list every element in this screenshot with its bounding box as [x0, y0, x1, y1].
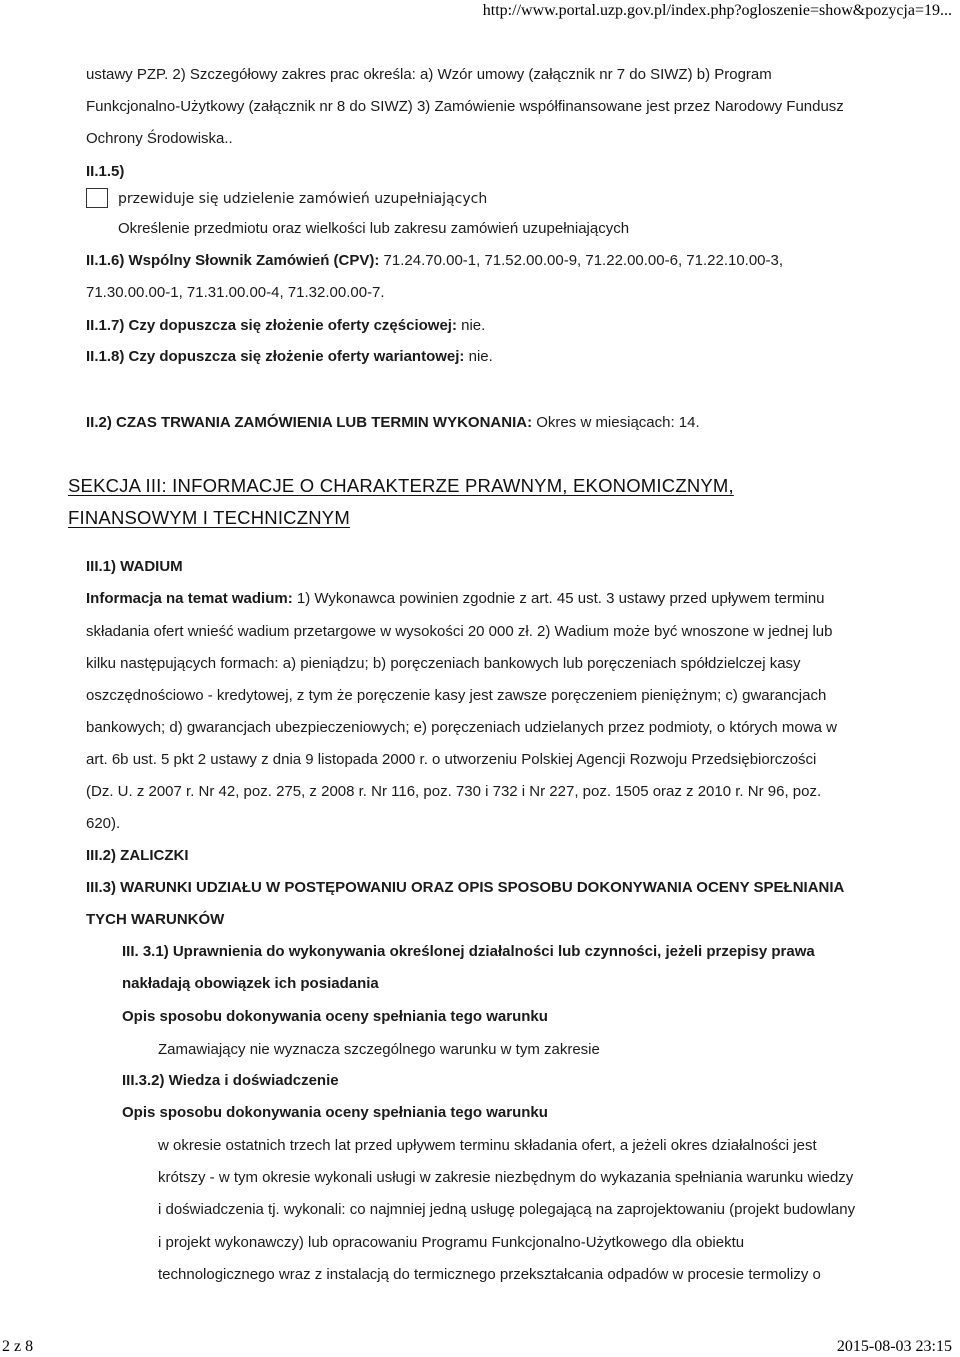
s31-text: Zamawiający nie wyznacza szczególnego warunku w tym zakresie: [158, 1041, 600, 1058]
s32-line-4: i projekt wykonawczy) lub opracowaniu Programu Funkcjonalno-Użytkowego dla obiektu: [158, 1234, 745, 1251]
section-ii-1-5-heading: II.1.5): [86, 163, 125, 180]
wadium-line-8: 620).: [86, 815, 121, 832]
duration-line: [86, 414, 700, 431]
wadium-label: Informacja na temat wadium:: [86, 590, 293, 607]
s31-opis: Opis sposobu dokonywania oceny spełniania tego warunku: [122, 1008, 548, 1025]
print-datetime: 2015-08-03 23:15: [836, 1338, 952, 1355]
cpv-codes-1: 71.24.70.00-1, 71.52.00.00-9, 71.22.00.00-6, 71.22.10.00-3,: [383, 252, 784, 269]
wadium-line-4: oszczędnościowo - kredytowej, z tym że poręczenie kasy jest zawsze poręczeniem pieniężnym; c) gwarancjach: [86, 687, 827, 704]
supplementary-orders-label: przewiduje się udzielenie zamówień uzupełniających: [118, 191, 488, 207]
variant-offer-line: [86, 348, 493, 365]
wadium-heading: III.1) WADIUM: [86, 558, 183, 575]
intro-line-1: ustawy PZP. 2) Szczegółowy zakres prac określa: a) Wzór umowy (załącznik nr 7 do SIWZ) b) Program: [86, 66, 772, 83]
cpv-label: II.1.6) Wspólny Słownik Zamówień (CPV):: [86, 252, 380, 269]
page-url: http://www.portal.uzp.gov.pl/index.php?ogloszenie=show&pozycja=19...: [482, 2, 952, 19]
s32-opis: Opis sposobu dokonywania oceny spełniania tego warunku: [122, 1104, 548, 1121]
partial-offer-line: [86, 317, 485, 334]
wadium-line-6: art. 6b ust. 5 pkt 2 ustawy z dnia 9 listopada 2000 r. o utworzeniu Polskiej Agencji Rozwoju Przedsiębiorczości: [86, 751, 817, 768]
s31-heading-2: nakładają obowiązek ich posiadania: [122, 975, 379, 992]
partial-offer-label: II.1.7) Czy dopuszcza się złożenie oferty częściowej:: [86, 317, 457, 334]
duration-label: II.2) CZAS TRWANIA ZAMÓWIENIA LUB TERMIN WYKONANIA:: [86, 414, 533, 431]
cpv-line: [86, 252, 783, 269]
s32-line-1: w okresie ostatnich trzech lat przed upływem terminu składania ofert, a jeżeli okres działalności jest: [158, 1137, 817, 1154]
section-iii-title-1: SEKCJA III: INFORMACJE O CHARAKTERZE PRAWNYM, EKONOMICZNYM,: [68, 475, 734, 496]
wadium-line-1: Informacja na temat wadium: 1) Wykonawca powinien zgodnie z art. 45 ust. 3 ustawy przed upływem terminu: [86, 590, 825, 607]
wadium-line-3: kilku następujących formach: a) pieniądzu; b) poręczeniach bankowych lub poręczeniach spółdzielczej kasy: [86, 655, 801, 672]
section-iii-title-2: FINANSOWYM I TECHNICZNYM: [68, 507, 350, 528]
s32-heading: III.3.2) Wiedza i doświadczenie: [122, 1072, 339, 1089]
s32-line-2: krótszy - w tym okresie wykonali usługi w zakresie niezbędnym do wykazania spełniania warunku wiedzy: [158, 1169, 854, 1186]
cpv-codes-2: 71.30.00.00-1, 71.31.00.00-4, 71.32.00.00-7.: [86, 284, 385, 301]
s32-line-5: technologicznego wraz z instalacją do termicznego przekształcania odpadów w procesie termolizy o: [158, 1266, 821, 1283]
variant-offer-value: nie.: [468, 348, 493, 365]
supplementary-orders-desc: Określenie przedmiotu oraz wielkości lub zakresu zamówień uzupełniających: [118, 220, 630, 237]
wadium-line-2: składania ofert wnieść wadium przetargowe w wysokości 20 000 zł. 2) Wadium może być wnoszone w jednej lub: [86, 623, 833, 640]
warunki-heading-1: III.3) WARUNKI UDZIAŁU W POSTĘPOWANIU ORAZ OPIS SPOSOBU DOKONYWANIA OCENY SPEŁNIANIA: [86, 879, 845, 896]
intro-line-3: Ochrony Środowiska..: [86, 130, 233, 147]
duration-value: Okres w miesiącach: 14.: [536, 414, 700, 431]
wadium-line-7: (Dz. U. z 2007 r. Nr 42, poz. 275, z 2008 r. Nr 116, poz. 730 i 732 i Nr 227, poz. 1505 oraz z 2010 r. Nr 96, poz.: [86, 783, 822, 800]
zaliczki-heading: III.2) ZALICZKI: [86, 847, 189, 864]
supplementary-orders-checkbox[interactable]: [86, 188, 108, 208]
variant-offer-label: II.1.8) Czy dopuszcza się złożenie oferty wariantowej:: [86, 348, 465, 365]
wadium-line-5: bankowych; d) gwarancjach ubezpieczeniowych; e) poręczeniach udzielanych przez podmioty, o których mowa w: [86, 719, 837, 736]
page-number: 2 z 8: [2, 1338, 34, 1355]
warunki-heading-2: TYCH WARUNKÓW: [86, 911, 225, 928]
intro-line-2: Funkcjonalno-Użytkowy (załącznik nr 8 do SIWZ) 3) Zamówienie współfinansowane jest przez Narodowy Fundusz: [86, 98, 844, 115]
s31-heading-1: III. 3.1) Uprawnienia do wykonywania określonej działalności lub czynności, jeżeli przepisy prawa: [122, 943, 815, 960]
partial-offer-value: nie.: [461, 317, 486, 334]
s32-line-3: i doświadczenia tj. wykonali: co najmniej jedną usługę polegającą na zaprojektowaniu (projekt budowlany: [158, 1201, 856, 1218]
